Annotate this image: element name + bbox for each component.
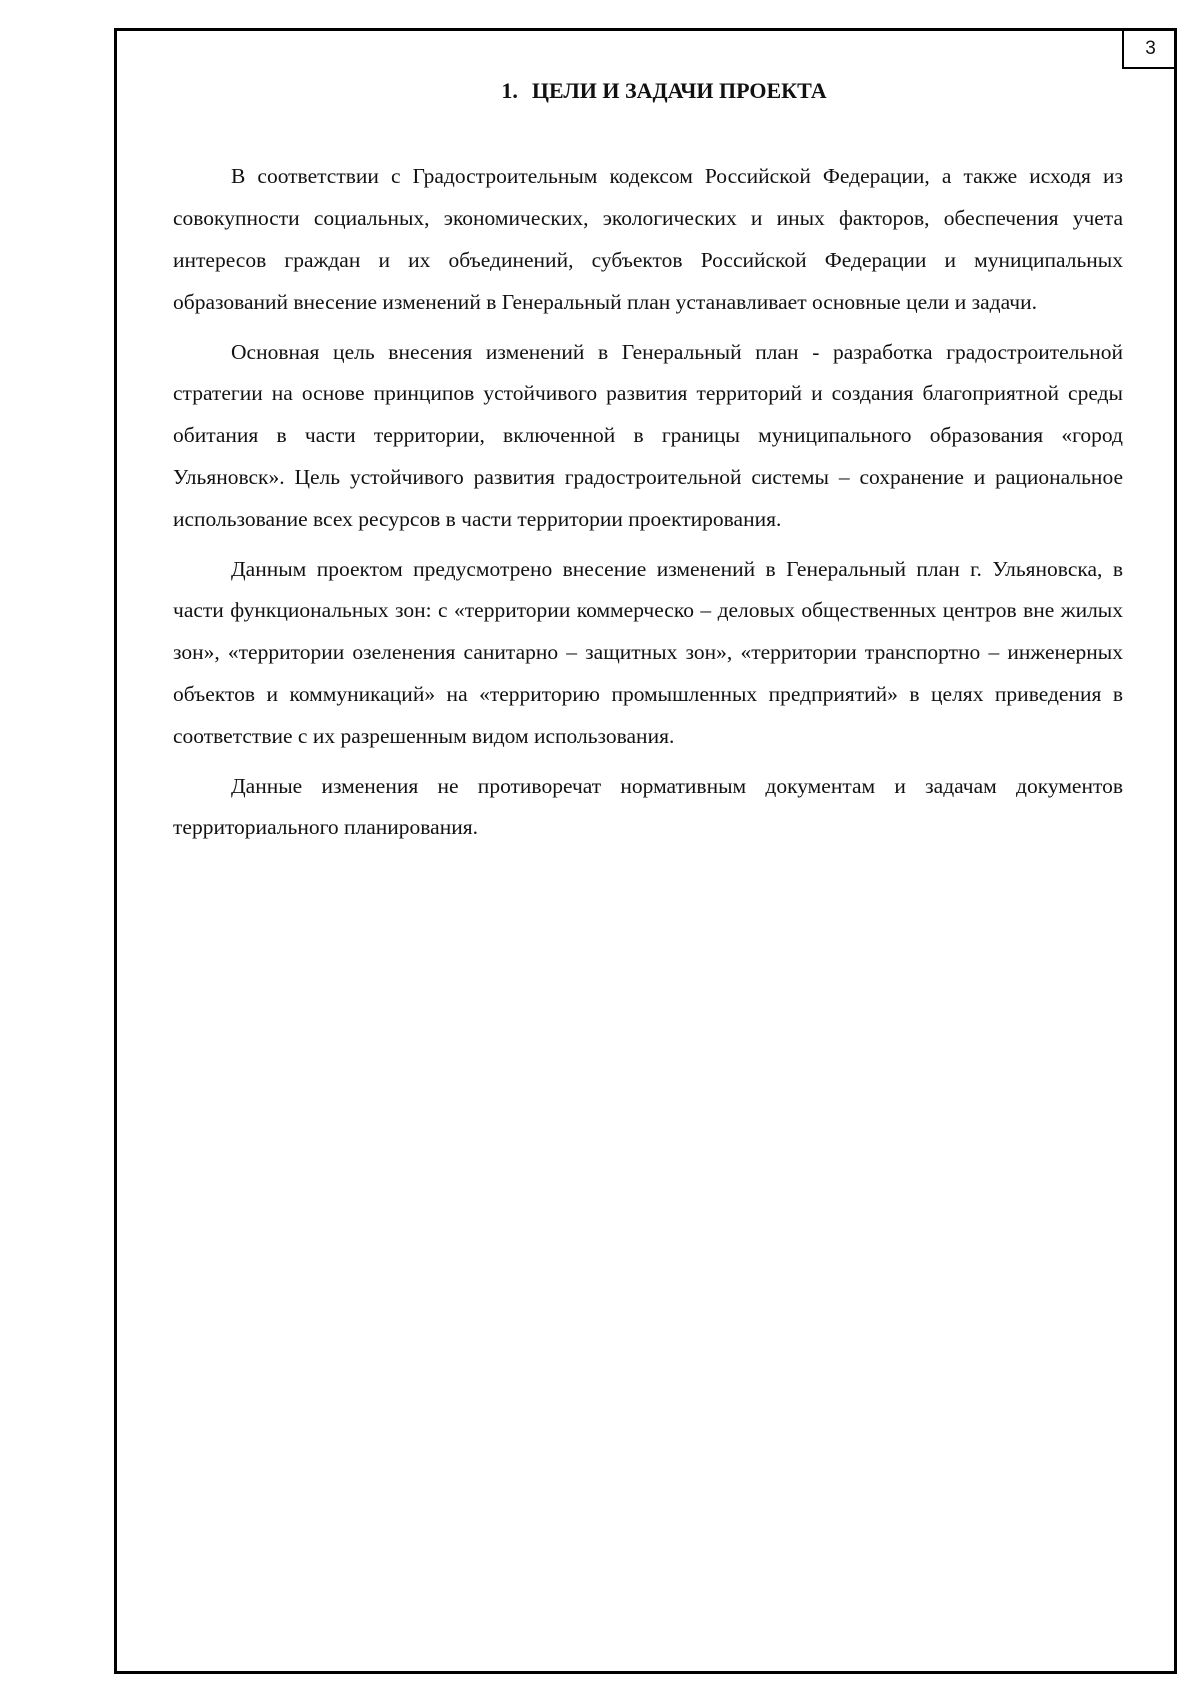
page-number-text: 3 xyxy=(1145,38,1156,59)
paragraph-2: Основная цель внесения изменений в Генеральный план - разработка градостроительной стратегии на основе принципов устойчивого развития территорий и создания благоприятной среды обитания в части территории, включенной в границы муниципального образования «город Ульяновск». Цель устойчивого развития градостроительной системы – сохранение и рациональное использование всех ресурсов в части территории проектирования. xyxy=(173,339,1123,531)
document-body xyxy=(173,78,1123,857)
section-number: 1. xyxy=(501,78,518,103)
paragraph-1: В соответствии с Градостроительным кодексом Российской Федерации, а также исходя из совокупности социальных, экономических, экологических и иных факторов, обеспечения учета интересов граждан и их объединений, субъектов Российской Федерации и муниципальных образований внесение изменений в Генеральный план устанавливает основные цели и задачи. xyxy=(173,164,1123,314)
paragraph-4: Данные изменения не противоречат нормативным документам и задачам документов территориального планирования. xyxy=(173,773,1123,840)
paragraph-3: Данным проектом предусмотрено внесение изменений в Генеральный план г. Ульяновска, в части функциональных зон: с «территории коммерческо – деловых общественных центров вне жилых зон», «территории озеленения санитарно – защитных зон», «территории транспортно – инженерных объектов и коммуникаций» на «территорию промышленных предприятий» в целях приведения в соответствие с их разрешенным видом использования. xyxy=(173,556,1123,748)
section-heading xyxy=(173,78,1123,104)
page-number xyxy=(1122,31,1177,69)
section-title: ЦЕЛИ И ЗАДАЧИ ПРОЕКТА xyxy=(531,78,827,103)
